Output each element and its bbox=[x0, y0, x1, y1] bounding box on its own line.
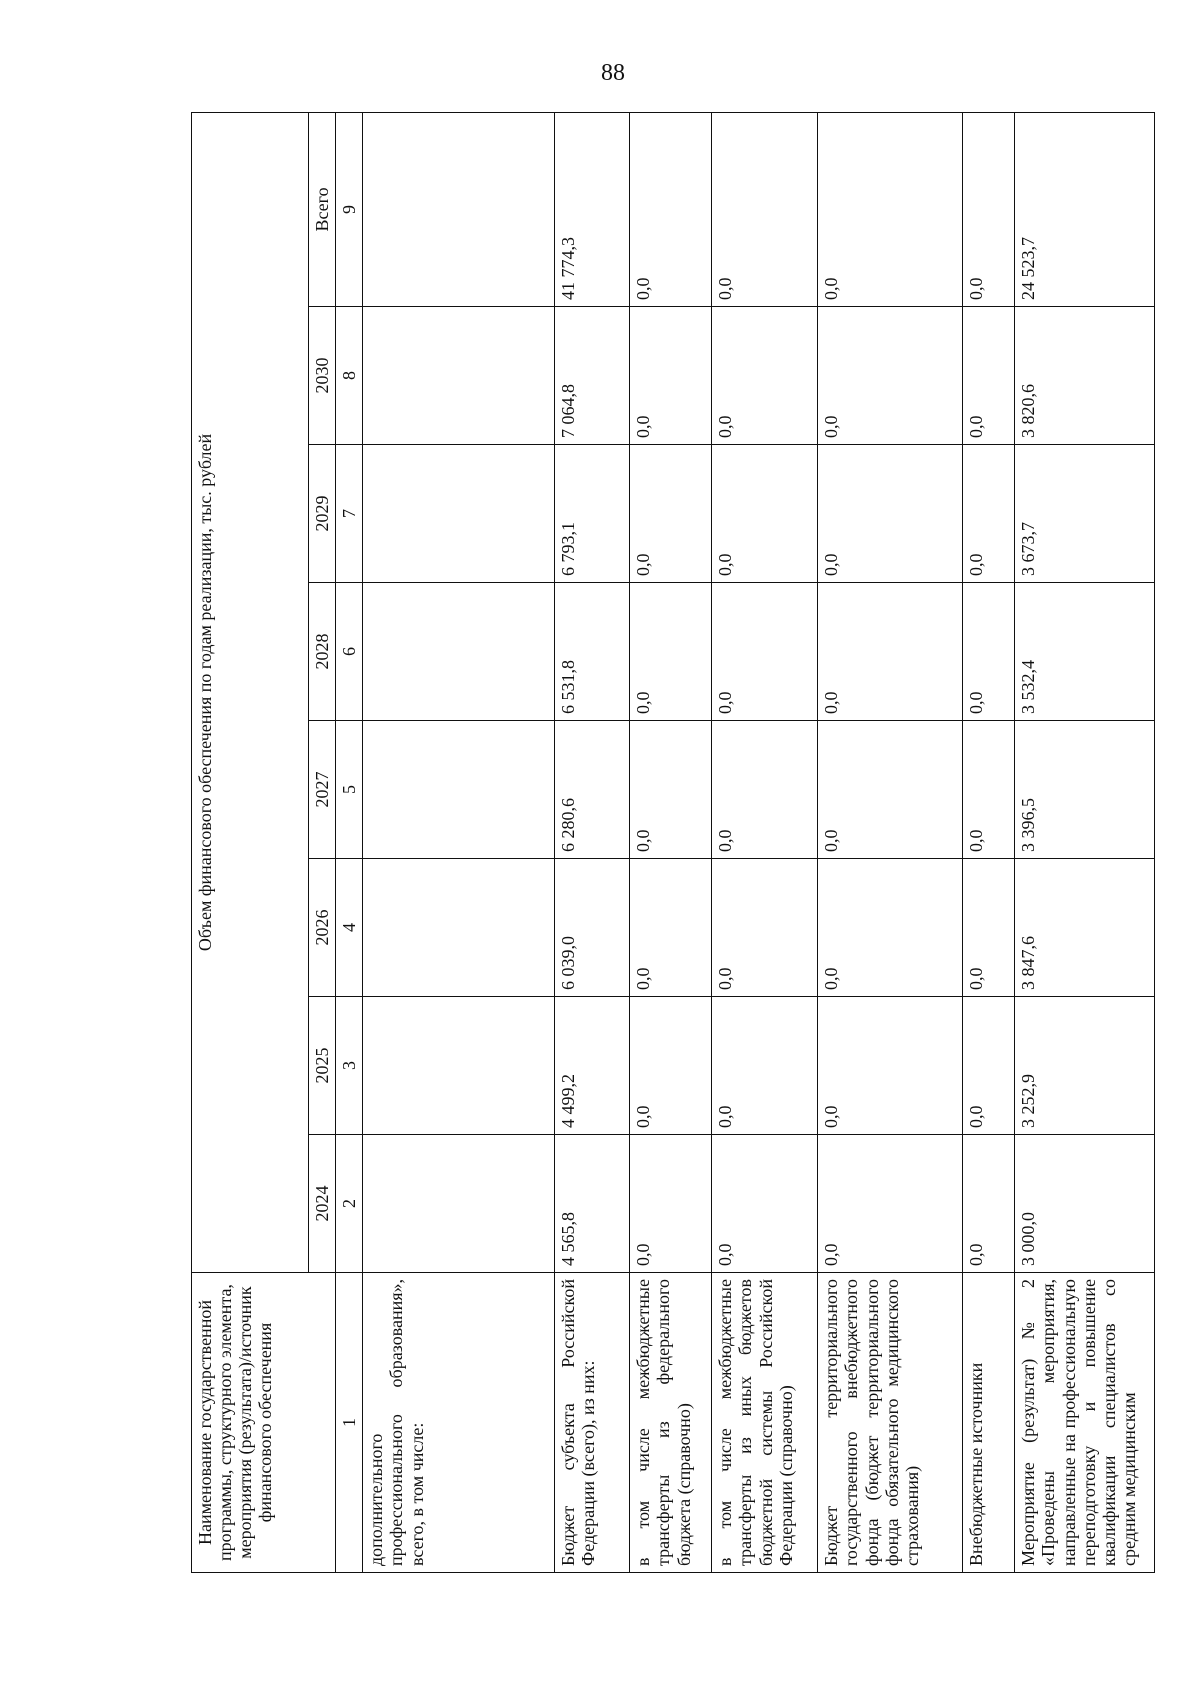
value-cell: 3 820,6 bbox=[1015, 307, 1155, 445]
value-cell: 0,0 bbox=[818, 1135, 963, 1273]
year-header: 2025 bbox=[309, 997, 336, 1135]
table-row bbox=[630, 112, 712, 1572]
total-cell: 0,0 bbox=[818, 112, 963, 306]
value-cell: 0,0 bbox=[712, 307, 818, 445]
value-cell: 3 396,5 bbox=[1015, 721, 1155, 859]
table-row bbox=[963, 112, 1015, 1572]
column-index: 3 bbox=[336, 997, 363, 1135]
value-cell: 0,0 bbox=[712, 1135, 818, 1273]
value-cell: 4 499,2 bbox=[555, 997, 630, 1135]
row-name: Бюджет субъекта Российской Федерации (всего), из них: bbox=[555, 1273, 630, 1573]
value-cell bbox=[363, 307, 555, 445]
column-index: 9 bbox=[336, 112, 363, 306]
value-cell: 0,0 bbox=[630, 307, 712, 445]
value-cell: 0,0 bbox=[712, 721, 818, 859]
value-cell: 0,0 bbox=[818, 859, 963, 997]
row-name: Мероприятие (результат) № 2 «Проведены мероприятия, направленные на профессиональную переподготовку и повышение квалификации специалистов со средним медицинским bbox=[1015, 1273, 1155, 1573]
value-cell: 3 532,4 bbox=[1015, 583, 1155, 721]
row-name: дополнительного профессионального образования», всего, в том числе: bbox=[363, 1273, 555, 1573]
page-number: 88 bbox=[601, 60, 625, 86]
value-cell bbox=[363, 1135, 555, 1273]
value-cell: 0,0 bbox=[963, 721, 1015, 859]
table-row bbox=[712, 112, 818, 1572]
column-index: 6 bbox=[336, 583, 363, 721]
value-cell: 0,0 bbox=[630, 445, 712, 583]
row-name: в том числе межбюджетные трансферты из иных бюджетов бюджетной системы Российской Федерации (справочно) bbox=[712, 1273, 818, 1573]
total-header: Всего bbox=[309, 112, 336, 306]
value-cell: 0,0 bbox=[712, 583, 818, 721]
value-cell: 0,0 bbox=[712, 997, 818, 1135]
name-column-header: Наименование государственной программы, структурного элемента, мероприятия (результата)/источник финансового обеспечения bbox=[192, 1273, 336, 1573]
value-cell: 7 064,8 bbox=[555, 307, 630, 445]
year-header: 2030 bbox=[309, 307, 336, 445]
total-cell: 0,0 bbox=[630, 112, 712, 306]
value-cell: 0,0 bbox=[963, 997, 1015, 1135]
value-cell: 0,0 bbox=[963, 859, 1015, 997]
value-cell: 3 252,9 bbox=[1015, 997, 1155, 1135]
value-cell: 0,0 bbox=[818, 307, 963, 445]
value-cell: 4 565,8 bbox=[555, 1135, 630, 1273]
value-cell: 6 793,1 bbox=[555, 445, 630, 583]
value-cell: 0,0 bbox=[630, 997, 712, 1135]
total-cell bbox=[363, 112, 555, 306]
total-cell: 0,0 bbox=[712, 112, 818, 306]
column-index: 7 bbox=[336, 445, 363, 583]
rotated-table-frame bbox=[191, 113, 1140, 1573]
value-cell: 3 847,6 bbox=[1015, 859, 1155, 997]
value-cell: 0,0 bbox=[630, 1135, 712, 1273]
column-index: 5 bbox=[336, 721, 363, 859]
index-row bbox=[336, 112, 363, 1572]
value-cell: 6 531,8 bbox=[555, 583, 630, 721]
value-cell bbox=[363, 583, 555, 721]
value-cell: 3 673,7 bbox=[1015, 445, 1155, 583]
financing-table bbox=[191, 112, 1155, 1573]
value-cell bbox=[363, 859, 555, 997]
value-cell: 6 039,0 bbox=[555, 859, 630, 997]
value-cell: 0,0 bbox=[630, 583, 712, 721]
value-cell: 0,0 bbox=[630, 859, 712, 997]
value-cell bbox=[363, 997, 555, 1135]
value-cell: 0,0 bbox=[963, 583, 1015, 721]
value-cell: 0,0 bbox=[818, 445, 963, 583]
row-name: Бюджет территориального государственного внебюджетного фонда (бюджет территориального фонда обязательного медицинского страхования) bbox=[818, 1273, 963, 1573]
column-index: 4 bbox=[336, 859, 363, 997]
year-header: 2026 bbox=[309, 859, 336, 997]
table-row bbox=[555, 112, 630, 1572]
volume-header: Объем финансового обеспечения по годам реализации, тыс. рублей bbox=[192, 112, 309, 1272]
year-header: 2028 bbox=[309, 583, 336, 721]
value-cell: 0,0 bbox=[963, 1135, 1015, 1273]
row-name: в том числе межбюджетные трансферты из федерального бюджета (справочно) bbox=[630, 1273, 712, 1573]
row-name: Внебюджетные источники bbox=[963, 1273, 1015, 1573]
value-cell: 0,0 bbox=[818, 583, 963, 721]
table-row bbox=[1015, 112, 1155, 1572]
value-cell: 6 280,6 bbox=[555, 721, 630, 859]
value-cell: 0,0 bbox=[963, 445, 1015, 583]
year-header: 2024 bbox=[309, 1135, 336, 1273]
value-cell bbox=[363, 445, 555, 583]
total-cell: 0,0 bbox=[963, 112, 1015, 306]
value-cell: 0,0 bbox=[818, 721, 963, 859]
year-header: 2027 bbox=[309, 721, 336, 859]
value-cell: 0,0 bbox=[712, 445, 818, 583]
value-cell bbox=[363, 721, 555, 859]
column-index: 1 bbox=[336, 1273, 363, 1573]
header-row bbox=[192, 112, 309, 1572]
year-header: 2029 bbox=[309, 445, 336, 583]
column-index: 2 bbox=[336, 1135, 363, 1273]
total-cell: 41 774,3 bbox=[555, 112, 630, 306]
value-cell: 0,0 bbox=[818, 997, 963, 1135]
value-cell: 0,0 bbox=[963, 307, 1015, 445]
value-cell: 3 000,0 bbox=[1015, 1135, 1155, 1273]
value-cell: 0,0 bbox=[630, 721, 712, 859]
table-row bbox=[818, 112, 963, 1572]
table-row bbox=[363, 112, 555, 1572]
column-index: 8 bbox=[336, 307, 363, 445]
value-cell: 0,0 bbox=[712, 859, 818, 997]
total-cell: 24 523,7 bbox=[1015, 112, 1155, 306]
